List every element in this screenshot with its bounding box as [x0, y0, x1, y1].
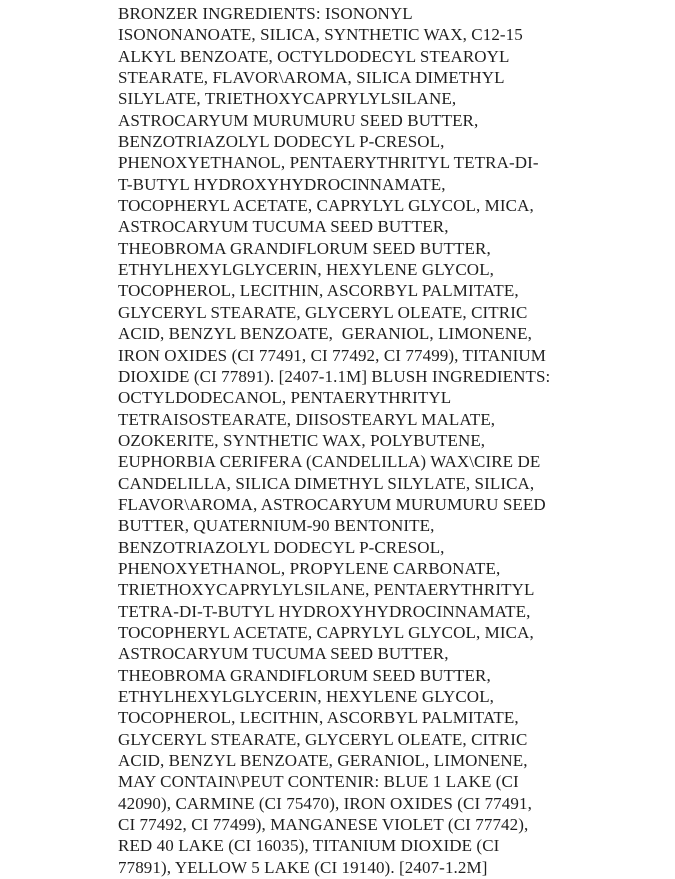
text-line: 77891), YELLOW 5 LAKE (CI 19140). [2407-1.2M] — [118, 857, 488, 877]
text-line: TOCOPHEROL, LECITHIN, ASCORBYL PALMITATE, — [118, 708, 519, 728]
text-line: BENZOTRIAZOLYL DODECYL P-CRESOL, — [118, 537, 445, 557]
text-line: STEARATE, FLAVOR\AROMA, SILICA DIMETHYL — [118, 68, 505, 88]
text-line: ACID, BENZYL BENZOATE, GERANIOL, LIMONENE, — [118, 324, 532, 344]
text-line: 42090), CARMINE (CI 75470), IRON OXIDES (CI 77491, — [118, 793, 532, 813]
text-line: BRONZER INGREDIENTS: ISONONYL — [118, 4, 413, 23]
text-line: THEOBROMA GRANDIFLORUM SEED BUTTER, — [118, 238, 491, 258]
text-line: ETHYLHEXYLGLYCERIN, HEXYLENE GLYCOL, — [118, 687, 495, 706]
text-line: RED 40 LAKE (CI 16035), TITANIUM DIOXIDE (CI — [118, 836, 500, 856]
text-line: CI 77492, CI 77499), MANGANESE VIOLET (CI 77742), — [118, 815, 529, 835]
text-line: FLAVOR\AROMA, ASTROCARYUM MURUMURU SEED — [118, 494, 546, 514]
text-line: SILYLATE, TRIETHOXYCAPRYLYLSILANE, — [118, 89, 457, 109]
text-line: ASTROCARYUM MURUMURU SEED BUTTER, — [118, 110, 479, 130]
text-line: OZOKERITE, SYNTHETIC WAX, POLYBUTENE, — [118, 430, 486, 450]
text-line: ASTROCARYUM TUCUMA SEED BUTTER, — [118, 217, 449, 237]
text-line: TOCOPHERYL ACETATE, CAPRYLYL GLYCOL, MICA, — [118, 196, 534, 216]
text-line: EUPHORBIA CERIFERA (CANDELILLA) WAX\CIRE DE — [118, 452, 541, 472]
text-line: ASTROCARYUM TUCUMA SEED BUTTER, — [118, 644, 449, 664]
text-line: MAY CONTAIN\PEUT CONTENIR: BLUE 1 LAKE (CI — [118, 772, 519, 792]
text-line: T-BUTYL HYDROXYHYDROCINNAMATE, — [118, 174, 446, 194]
text-line: THEOBROMA GRANDIFLORUM SEED BUTTER, — [118, 665, 491, 685]
text-line: TETRA-DI-T-BUTYL HYDROXYHYDROCINNAMATE, — [118, 601, 531, 621]
text-line: BENZOTRIAZOLYL DODECYL P-CRESOL, — [118, 132, 445, 152]
text-line: DIOXIDE (CI 77891). [2407-1.1M] BLUSH INGREDIENTS: — [118, 366, 551, 386]
text-line: BUTTER, QUATERNIUM-90 BENTONITE, — [118, 516, 435, 536]
text-line: OCTYLDODECANOL, PENTAERYTHRITYL — [118, 388, 452, 408]
text-line: TETRAISOSTEARATE, DIISOSTEARYL MALATE, — [118, 409, 496, 429]
text-line: TRIETHOXYCAPRYLYLSILANE, PENTAERYTHRITYL — [118, 580, 535, 600]
text-line: IRON OXIDES (CI 77491, CI 77492, CI 77499), TITANIUM — [118, 345, 547, 365]
text-line: TOCOPHERYL ACETATE, CAPRYLYL GLYCOL, MICA, — [118, 622, 534, 642]
text-line: GLYCERYL STEARATE, GLYCERYL OLEATE, CITRIC — [118, 729, 528, 749]
text-line: GLYCERYL STEARATE, GLYCERYL OLEATE, CITRIC — [118, 302, 528, 322]
text-line: ETHYLHEXYLGLYCERIN, HEXYLENE GLYCOL, — [118, 260, 495, 280]
ingredients-text — [118, 3, 667, 878]
text-line: ACID, BENZYL BENZOATE, GERANIOL, LIMONENE, — [118, 751, 528, 771]
text-line: ISONONANOATE, SILICA, SYNTHETIC WAX, C12-15 — [118, 25, 523, 45]
text-line: ALKYL BENZOATE, OCTYLDODECYL STEAROYL — [118, 46, 510, 66]
text-line: CANDELILLA, SILICA DIMETHYL SILYLATE, SILICA, — [118, 473, 535, 493]
text-line: TOCOPHEROL, LECITHIN, ASCORBYL PALMITATE, — [118, 281, 519, 301]
text-line: PHENOXYETHANOL, PROPYLENE CARBONATE, — [118, 558, 501, 578]
text-line: PHENOXYETHANOL, PENTAERYTHRITYL TETRA-DI- — [118, 153, 539, 173]
